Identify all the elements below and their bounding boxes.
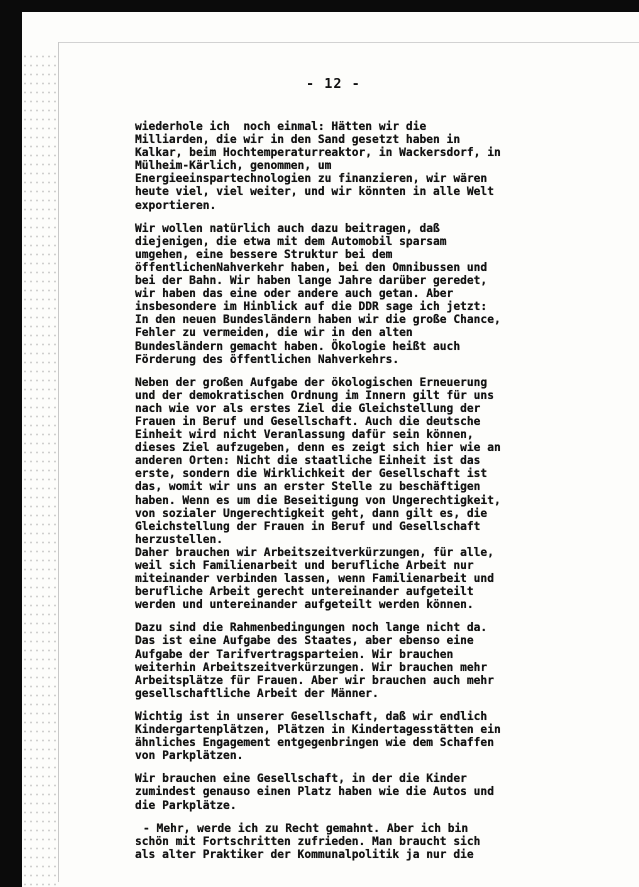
text-line: werden und untereinander aufgeteilt werden können. — [135, 598, 474, 612]
text-line: Neben der großen Aufgabe der ökologischen Erneuerung — [135, 375, 488, 389]
text-line: - Mehr, werde ich zu Recht gemahnt. Aber ich bin — [143, 821, 469, 835]
text-line: diejenigen, die etwa mit dem Automobil sparsam — [135, 234, 447, 248]
text-line: Bundesländern gemacht haben. Ökologie heißt auch — [135, 339, 461, 353]
text-line: Einheit wird nicht Veranlassung dafür sein können, — [135, 428, 474, 442]
text-line: zumindest genauso einen Platz haben wie die Autos und — [135, 785, 494, 799]
text-line: In den neuen Bundesländern haben wir die große Chance, — [135, 313, 501, 327]
text-line: Gleichstellung der Frauen in Beruf und Gesellschaft — [135, 519, 481, 533]
paragraph — [135, 376, 535, 612]
text-line: erste, sondern die Wirklichkeit der Gesellschaft ist — [135, 467, 488, 481]
text-line: Arbeitsplätze für Frauen. Aber wir brauchen auch mehr — [135, 673, 494, 687]
text-line: heute viel, viel weiter, und wir könnten in alle Welt — [135, 185, 494, 199]
text-line: die Parkplätze. — [135, 798, 237, 812]
text-line: bei der Bahn. Wir haben lange Jahre darüber geredet, — [135, 274, 488, 288]
body-text — [135, 120, 535, 871]
text-line: Wir wollen natürlich auch dazu beitragen, daß — [135, 221, 440, 235]
text-line: Wir brauchen eine Gesellschaft, in der die Kinder — [135, 772, 467, 786]
text-line: öffentlichenNahverkehr haben, bei den Omnibussen und — [135, 260, 488, 274]
paragraph — [135, 120, 535, 212]
scan-noise — [22, 52, 58, 887]
text-line: Energieeinspartechnologien zu finanzieren, wir wären — [135, 172, 488, 186]
text-line: berufliche Arbeit gerecht untereinander aufgeteilt — [135, 585, 474, 599]
underlying-sheet-edge — [58, 42, 639, 43]
paragraph — [135, 822, 535, 861]
text-line: als alter Praktiker der Kommunalpolitik ja nur die — [135, 847, 474, 861]
text-line: ähnliches Engagement entgegenbringen wie dem Schaffen — [135, 736, 494, 750]
text-line: anderen Orten: Nicht die staatliche Einheit ist das — [135, 454, 481, 468]
text-line: wiederhole ich noch einmal: Hätten wir die — [135, 120, 427, 133]
text-line: Fehler zu vermeiden, die wir in den alten — [135, 326, 413, 340]
document-page — [22, 12, 639, 887]
text-line: und der demokratischen Ordnung im Innern gilt für uns — [135, 388, 494, 402]
text-line: insbesondere im Hinblick auf die DDR sage ich jetzt: — [135, 300, 488, 314]
paragraph — [135, 710, 535, 762]
text-line: Milliarden, die wir in den Sand gesetzt haben in — [135, 133, 461, 147]
text-line: exportieren. — [135, 198, 217, 212]
text-line: das, womit wir uns an erster Stelle zu beschäftigen — [135, 480, 481, 494]
text-line: Aufgabe der Tarifvertragsparteien. Wir brauchen — [135, 647, 454, 661]
underlying-sheet-margin — [58, 42, 71, 882]
text-line: Wichtig ist in unserer Gesellschaft, daß wir endlich — [135, 709, 488, 723]
text-line: nach wie vor als erstes Ziel die Gleichstellung der — [135, 401, 481, 415]
text-line: herzustellen. — [135, 532, 224, 546]
paragraph — [135, 222, 535, 366]
text-line: weiterhin Arbeitszeitverkürzungen. Wir brauchen mehr — [135, 660, 488, 674]
paragraph — [135, 772, 535, 811]
text-line: von sozialer Ungerechtigkeit geht, dann gilt es, die — [135, 506, 488, 520]
text-line: Förderung des öffentlichen Nahverkehrs. — [135, 352, 400, 366]
text-line: gesellschaftliche Arbeit der Männer. — [135, 686, 379, 700]
text-line: Frauen in Beruf und Gesellschaft. Auch die deutsche — [135, 414, 481, 428]
text-line: wir haben das eine oder andere auch getan. Aber — [135, 287, 454, 301]
text-line: Kindergartenplätzen, Plätzen in Kindertagesstätten ein — [135, 723, 501, 737]
page-number: - 12 - — [306, 76, 361, 92]
text-line: schön mit Fortschritten zufrieden. Man braucht sich — [135, 834, 481, 848]
text-line: Dazu sind die Rahmenbedingungen noch lange nicht da. — [135, 621, 488, 635]
text-line: Daher brauchen wir Arbeitszeitverkürzungen, für alle, — [135, 545, 494, 559]
text-line: umgehen, eine bessere Struktur bei dem — [135, 247, 393, 261]
text-line: Das ist eine Aufgabe des Staates, aber ebenso eine — [135, 634, 474, 648]
text-line: haben. Wenn es um die Beseitigung von Ungerechtigkeit, — [135, 493, 501, 507]
text-line: weil sich Familienarbeit und berufliche Arbeit nur — [135, 559, 474, 572]
text-line: miteinander verbinden lassen, wenn Familienarbeit und — [135, 572, 494, 586]
text-line: Mülheim-Kärlich, genommen, um — [135, 159, 332, 173]
text-line: dieses Ziel aufzugeben, denn es zeigt sich hier wie an — [135, 441, 501, 455]
text-line: von Parkplätzen. — [135, 749, 244, 763]
text-line: Kalkar, beim Hochtemperaturreaktor, in Wackersdorf, in — [135, 146, 501, 160]
paragraph — [135, 621, 535, 700]
